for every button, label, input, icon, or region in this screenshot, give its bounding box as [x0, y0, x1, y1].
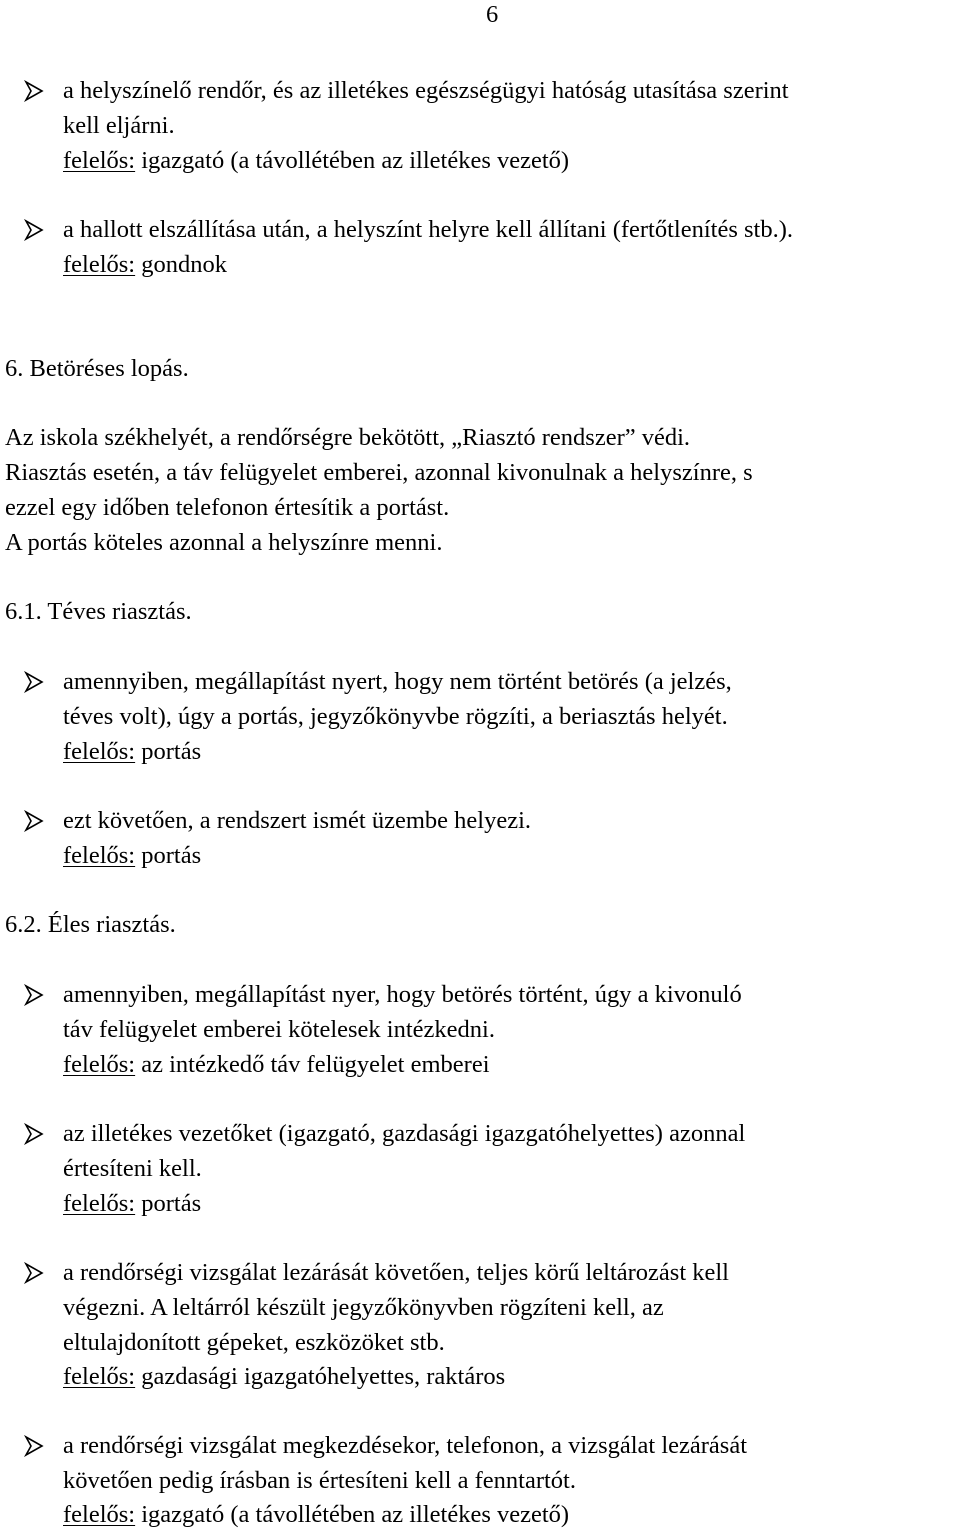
responsible-line — [63, 1189, 201, 1219]
paragraph-line: A portás köteles azonnal a helyszínre menni. — [5, 529, 443, 556]
list-item-text: a helyszínelő rendőr, és az illetékes egészségügyi hatóság utasítása szerint — [63, 77, 789, 104]
responsible-label: felelős: — [63, 1190, 136, 1217]
list-item-text: ezt követően, a rendszert ismét üzembe helyezi. — [63, 807, 532, 834]
list-item-text: téves volt), úgy a portás, jegyzőkönyvbe rögzíti, a beriasztás helyét. — [63, 703, 728, 730]
list-item-text: a hallott elszállítása után, a helyszínt helyre kell állítani (fertőtlenítés stb.). — [63, 216, 793, 243]
page-number: 6 — [486, 1, 499, 28]
responsible-value: portás — [135, 842, 202, 869]
list-item-text: a rendőrségi vizsgálat megkezdésekor, telefonon, a vizsgálat lezárását — [63, 1432, 748, 1459]
arrowhead-bullet-icon — [24, 984, 44, 1006]
section-heading: 6. Betöréses lopás. — [5, 355, 189, 382]
paragraph-line: Az iskola székhelyét, a rendőrségre bekötött, „Riasztó rendszer” védi. — [5, 424, 691, 451]
arrowhead-bullet-icon — [24, 80, 44, 102]
responsible-line — [63, 1050, 490, 1080]
responsible-line — [63, 250, 227, 280]
list-item-text: követően pedig írásban is értesíteni kell a fenntartót. — [63, 1467, 576, 1494]
responsible-label: felelős: — [63, 1363, 136, 1390]
responsible-value: portás — [135, 738, 202, 765]
section-heading: 6.1. Téves riasztás. — [5, 598, 192, 625]
responsible-value: az intézkedő táv felügyelet emberei — [135, 1051, 490, 1078]
responsible-value: igazgató (a távollétében az illetékes vezető) — [135, 147, 570, 174]
responsible-line — [63, 146, 569, 176]
responsible-value: igazgató (a távollétében az illetékes vezető) — [135, 1501, 570, 1528]
paragraph-line: Riasztás esetén, a táv felügyelet emberei, azonnal kivonulnak a helyszínre, s — [5, 459, 753, 486]
list-item-text: az illetékes vezetőket (igazgató, gazdasági igazgatóhelyettes) azonnal — [63, 1120, 746, 1147]
responsible-value: gazdasági igazgatóhelyettes, raktáros — [135, 1363, 506, 1390]
paragraph-line: ezzel egy időben telefonon értesítik a portást. — [5, 494, 450, 521]
list-item-text: amennyiben, megállapítást nyer, hogy betörés történt, úgy a kivonuló — [63, 981, 742, 1008]
responsible-label: felelős: — [63, 842, 136, 869]
responsible-line — [63, 841, 201, 871]
responsible-label: felelős: — [63, 1501, 136, 1528]
arrowhead-bullet-icon — [24, 1262, 44, 1284]
list-item-text: kell eljárni. — [63, 112, 175, 139]
arrowhead-bullet-icon — [24, 1123, 44, 1145]
responsible-line — [63, 737, 201, 767]
responsible-value: portás — [135, 1190, 202, 1217]
responsible-label: felelős: — [63, 738, 136, 765]
section-heading: 6.2. Éles riasztás. — [5, 911, 176, 938]
responsible-value: gondnok — [135, 251, 227, 278]
arrowhead-bullet-icon — [24, 1435, 44, 1457]
list-item-text: amennyiben, megállapítást nyert, hogy nem történt betörés (a jelzés, — [63, 668, 732, 695]
list-item-text: a rendőrségi vizsgálat lezárását követően, teljes körű leltározást kell — [63, 1259, 729, 1286]
responsible-line — [63, 1500, 569, 1530]
list-item-text: értesíteni kell. — [63, 1155, 202, 1182]
responsible-label: felelős: — [63, 147, 136, 174]
responsible-label: felelős: — [63, 251, 136, 278]
responsible-label: felelős: — [63, 1051, 136, 1078]
list-item-text: eltulajdonított gépeket, eszközöket stb. — [63, 1329, 445, 1356]
arrowhead-bullet-icon — [24, 671, 44, 693]
list-item-text: végezni. A leltárról készült jegyzőkönyvben rögzíteni kell, az — [63, 1294, 664, 1321]
list-item-text: táv felügyelet emberei kötelesek intézkedni. — [63, 1016, 495, 1043]
responsible-line — [63, 1362, 505, 1392]
arrowhead-bullet-icon — [24, 219, 44, 241]
arrowhead-bullet-icon — [24, 810, 44, 832]
